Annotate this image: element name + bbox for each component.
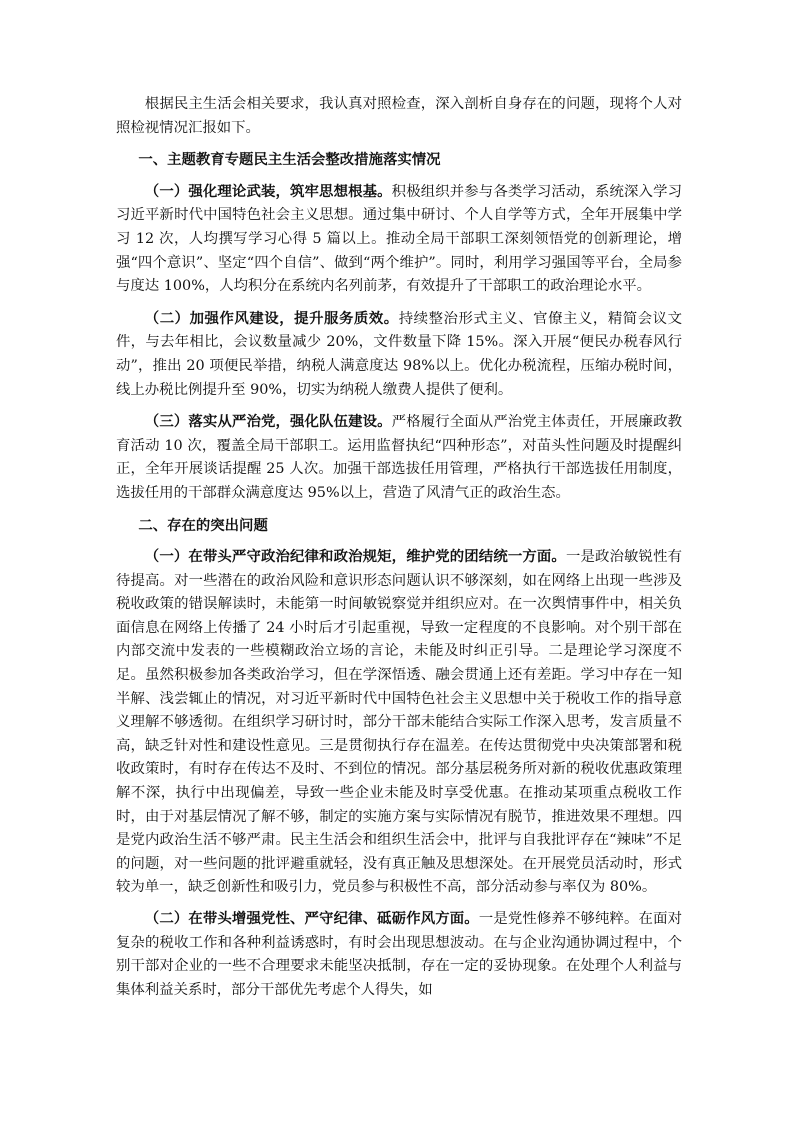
item-lead: （二）在带头增强党性、严守纪律、砥砺作风方面。 [144,910,479,927]
item-text: 一是政治敏锐性有待提高。对一些潜在的政治风险和意识形态问题认识不够深刻，如在网络上出现一些涉及税收政策的错误解读时，未能第一时间敏锐察觉并组织应对。在一次舆情事件中，相关负面信息在网络上传播了 24 小时后才引起重视，导致一定程度的不良影响。对个别干部在内部交流中发表的一些模糊政治立场的言论，未能及时纠正引导。二是理论学习深度不足。虽然积极参加各类政治学习，但在学深悟透、融会贯通上还有差距。学习中存在一知半解、浅尝辄止的情况，对习近平新时代中国特色社会主义思想中关于税收工作的指导意义理解不够透彻。在组织学习研讨时，部分干部未能结合实际工作深入思考，发言质量不高，缺乏针对性和建设性意见。三是贯彻执行存在温差。在传达贯彻党中央决策部署和税收政策时，有时存在传达不及时、不到位的情况。部分基层税务所对新的税收优惠政策理解不深，执行中出现偏差，导致一些企业未能及时享受优惠。在推动某项重点税收工作时，由于对基层情况了解不够，制定的实施方案与实际情况有脱节，推进效果不理想。四是党内政治生活不够严肃。民主生活会和组织生活会中，批评与自我批评存在“辣味”不足的问题，对一些问题的批评避重就轻，没有真正触及思想深处。在开展党员活动时，形式较为单一，缺乏创新性和吸引力，党员参与积极性不高，部分活动参与率仅为 80%。 [116,549,682,896]
item-lead: （三）落实从严治党，强化队伍建设。 [144,413,392,431]
document-page [116,93,682,1010]
item-lead: （二）加强作风建设，提升服务质效。 [144,309,399,327]
item-lead: （一）在带头严守政治纪律和政治规矩，维护党的团结统一方面。 [144,548,566,566]
item-text: 严格履行全面从严治党主体责任，开展廉政教育活动 10 次，覆盖全局干部职工。运用监督执纪“四种形态”，对苗头性问题及时提醒纠正，全年开展谈话提醒 25 人次。加强干部选拔任用管理，严格执行干部选拔任用制度，选拔任用的干部群众满意度达 95%以上，营造了风清气正的政治生态。 [116,414,682,501]
item-text: 一是党性修养不够纯粹。在面对复杂的税收工作和各种利益诱惑时，有时会出现思想波动。在与企业沟通协调过程中，个别干部对企业的一些不合理要求未能坚决抵制，存在一定的妥协现象。在处理个人利益与集体利益关系时，部分干部优先考虑个人得失，如 [116,911,682,998]
item-text: 持续整治形式主义、官僚主义，精简会议文件，与去年相比，会议数量减少 20%，文件数量下降 15%。深入开展“便民办税春风行动”，推出 20 项便民举措，纳税人满意度达 98%以上。优化办税流程，压缩办税时间，线上办税比例提升至 90%，切实为纳税人缴费人提供了便利。 [116,310,682,398]
section-1-heading: 一、主题教育专题民主生活会整改措施落实情况 [138,151,441,169]
item-lead: （一）强化理论武装，筑牢思想根基。 [144,182,392,200]
section-1-item-3 [116,410,682,505]
section-1-item-1 [116,180,682,299]
section-2-item-2 [116,907,682,1002]
section-1-item-2 [116,307,682,402]
section-2-heading: 二、存在的突出问题 [138,516,268,534]
intro-paragraph: 根据民主生活会相关要求，我认真对照检查，深入剖析自身存在的问题，现将个人对照检视情况汇报如下。 [116,96,682,136]
section-2-item-1 [116,545,682,900]
item-text: 积极组织并参与各类学习活动，系统深入学习习近平新时代中国特色社会主义思想。通过集中研讨、个人自学等方式，全年开展集中学习 12 次，人均撰写学习心得 5 篇以上。推动全局干部职工深刻领悟党的创新理论，增强“四个意识”、坚定“四个自信”、做到“两个维护”。同时，利用学习强国等平台，全局参与度达 100%，人均积分在系统内名列前茅，有效提升了干部职工的政治理论水平。 [116,183,682,295]
